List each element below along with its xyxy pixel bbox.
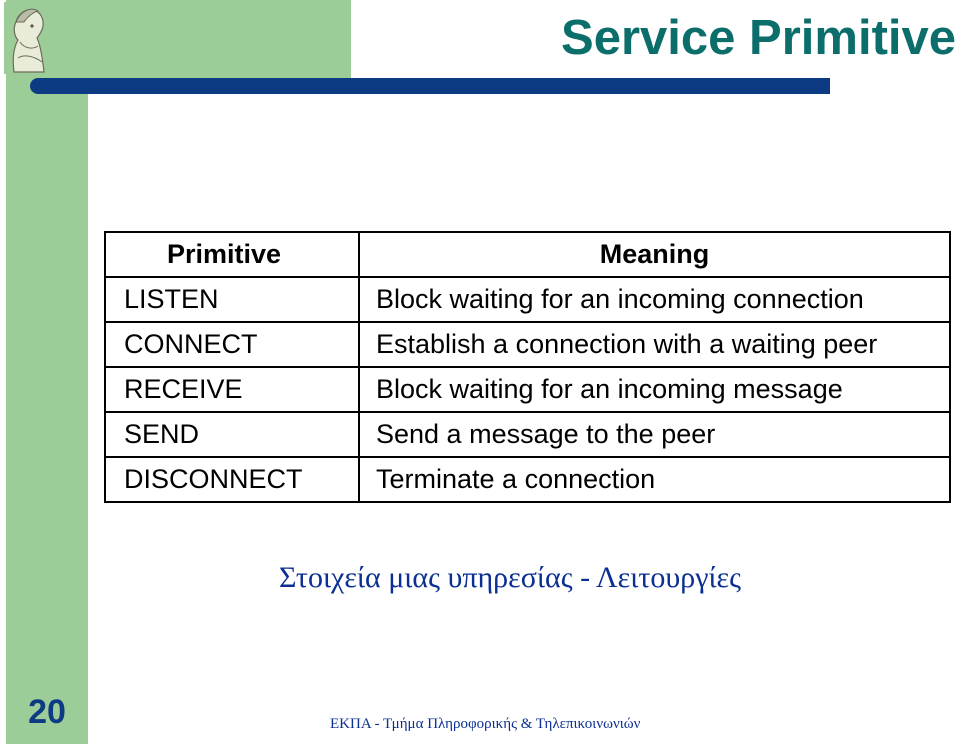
slide-footer: ΕΚΠΑ - Τμήμα Πληροφορικής & Τηλεπικοινωνιών [330, 716, 641, 732]
table-row [105, 367, 950, 412]
column-header-primitive: Primitive [105, 232, 359, 277]
table-row [105, 277, 950, 322]
table-row [105, 457, 950, 502]
slide-subtitle: Στοιχεία μιας υπηρεσίας - Λειτουργίες [278, 561, 742, 594]
primitive-cell: LISTEN [105, 277, 359, 322]
page-number: 20 [28, 693, 66, 731]
meaning-cell: Send a message to the peer [359, 412, 950, 457]
primitives-table [104, 231, 951, 503]
table-row [105, 322, 950, 367]
left-decor-band [6, 0, 88, 744]
meaning-cell: Block waiting for an incoming connection [359, 277, 950, 322]
primitive-cell: CONNECT [105, 322, 359, 367]
table-header-row [105, 232, 950, 277]
meaning-cell: Terminate a connection [359, 457, 950, 502]
primitive-cell: RECEIVE [105, 367, 359, 412]
primitive-cell: SEND [105, 412, 359, 457]
top-decor-band [6, 0, 351, 78]
meaning-cell: Block waiting for an incoming message [359, 367, 950, 412]
athena-head-logo-icon [4, 2, 50, 74]
title-underline-bar [30, 78, 830, 94]
meaning-cell: Establish a connection with a waiting peer [359, 322, 950, 367]
slide-title: Service Primitive [561, 11, 956, 65]
primitive-cell: DISCONNECT [105, 457, 359, 502]
column-header-meaning: Meaning [359, 232, 950, 277]
decor-corner [88, 95, 148, 155]
table-row [105, 412, 950, 457]
